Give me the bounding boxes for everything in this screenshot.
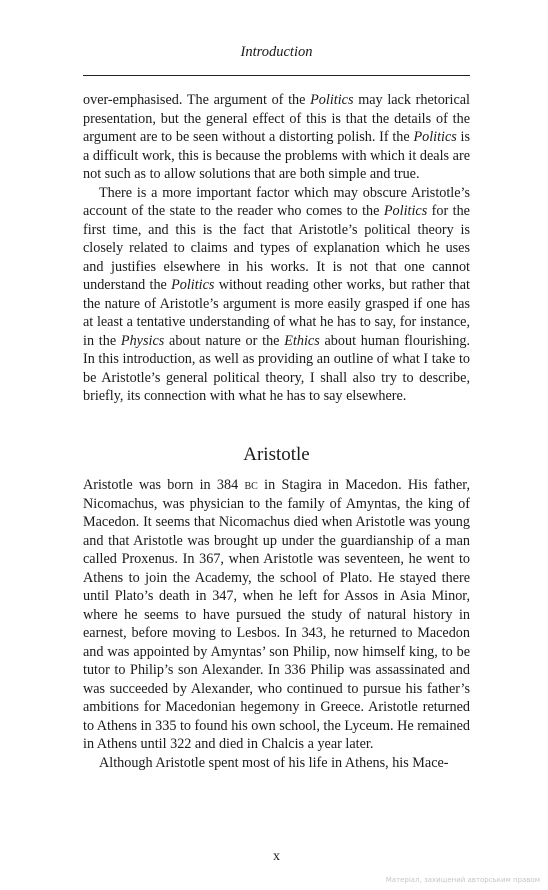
section-heading: Aristotle bbox=[243, 444, 310, 465]
header-rule bbox=[83, 75, 470, 76]
italic-title: Physics bbox=[120, 332, 165, 349]
italic-title: Ethics bbox=[284, 332, 320, 349]
aristotle-text-block bbox=[83, 476, 470, 772]
italic-title: Politics bbox=[310, 92, 354, 108]
italic-title: Politics bbox=[383, 203, 428, 219]
copyright-watermark: Матеріал, захищений авторським правом bbox=[385, 876, 540, 884]
italic-title: Politics bbox=[413, 129, 457, 145]
era-abbreviation: bc bbox=[244, 477, 258, 493]
paragraph: Aristotle was born in 384 bc in Stagira in Macedon. His father, Nicomachus, was physician to the family of Amyntas, the king of Macedon. It seems that Nicomachus died when Aristotle was young and that Aristotle was brought up under the guardianship of a man called Proxenus. In 367, when Aristotle was seventeen, he went to Athens to join the Academy, the school of Plato. He stayed there until Plato’s death in 347, when he left for Assos in Asia Minor, where he seems to have pursued the study of natural history in earnest, before moving to Lesbos. In 343, he returned to Macedon and was appointed by Amyntas’ son Philip, now himself king, to be tutor to Philip’s son Alexander. In 336 Philip was assassinated and was succeeded by Alexander, who continued to pursue his father’s ambitions for Macedonian hegemony in Greece. Aristotle returned to Athens in 335 to found his own school, the Lyceum. He remained in Athens until 322 and died in Chalcis a year later. bbox=[83, 477, 470, 752]
italic-title: Politics bbox=[171, 277, 215, 293]
running-head: Introduction bbox=[240, 44, 313, 60]
page-number: x bbox=[273, 849, 280, 864]
paragraph: Although Aristotle spent most of his life in Athens, his Mace- bbox=[99, 754, 449, 771]
intro-text-block bbox=[83, 91, 470, 406]
paragraph: There is a more important factor which may obscure Aristotle’s account of the state to the reader who comes to the Politics for the first time, and this is the fact that Aristotle’s political theory is closely related to claims and types of explanation which he uses and justifies elsewhere in his works. It is not that one cannot understand the Politics without reading other works, but rather that the nature of Aristotle’s argument is more easily grasped if one has at least a tentative understanding of what he has to say, for instance, in the Physics about nature or the Ethics about human flourishing. In this introduction, as well as providing an outline of what I take to be Aristotle’s general political theory, I shall also try to describe, briefly, its connection with what he has to say elsewhere. bbox=[83, 184, 470, 404]
paragraph: over-emphasised. The argument of the Politics may lack rhetorical presentation, but the general effect of this is that the details of the argument are to be seen without a distorting polish. If the Politics is a difficult work, this is because the problems with which it deals are not such as to allow solutions that are both simple and true. bbox=[83, 92, 470, 182]
